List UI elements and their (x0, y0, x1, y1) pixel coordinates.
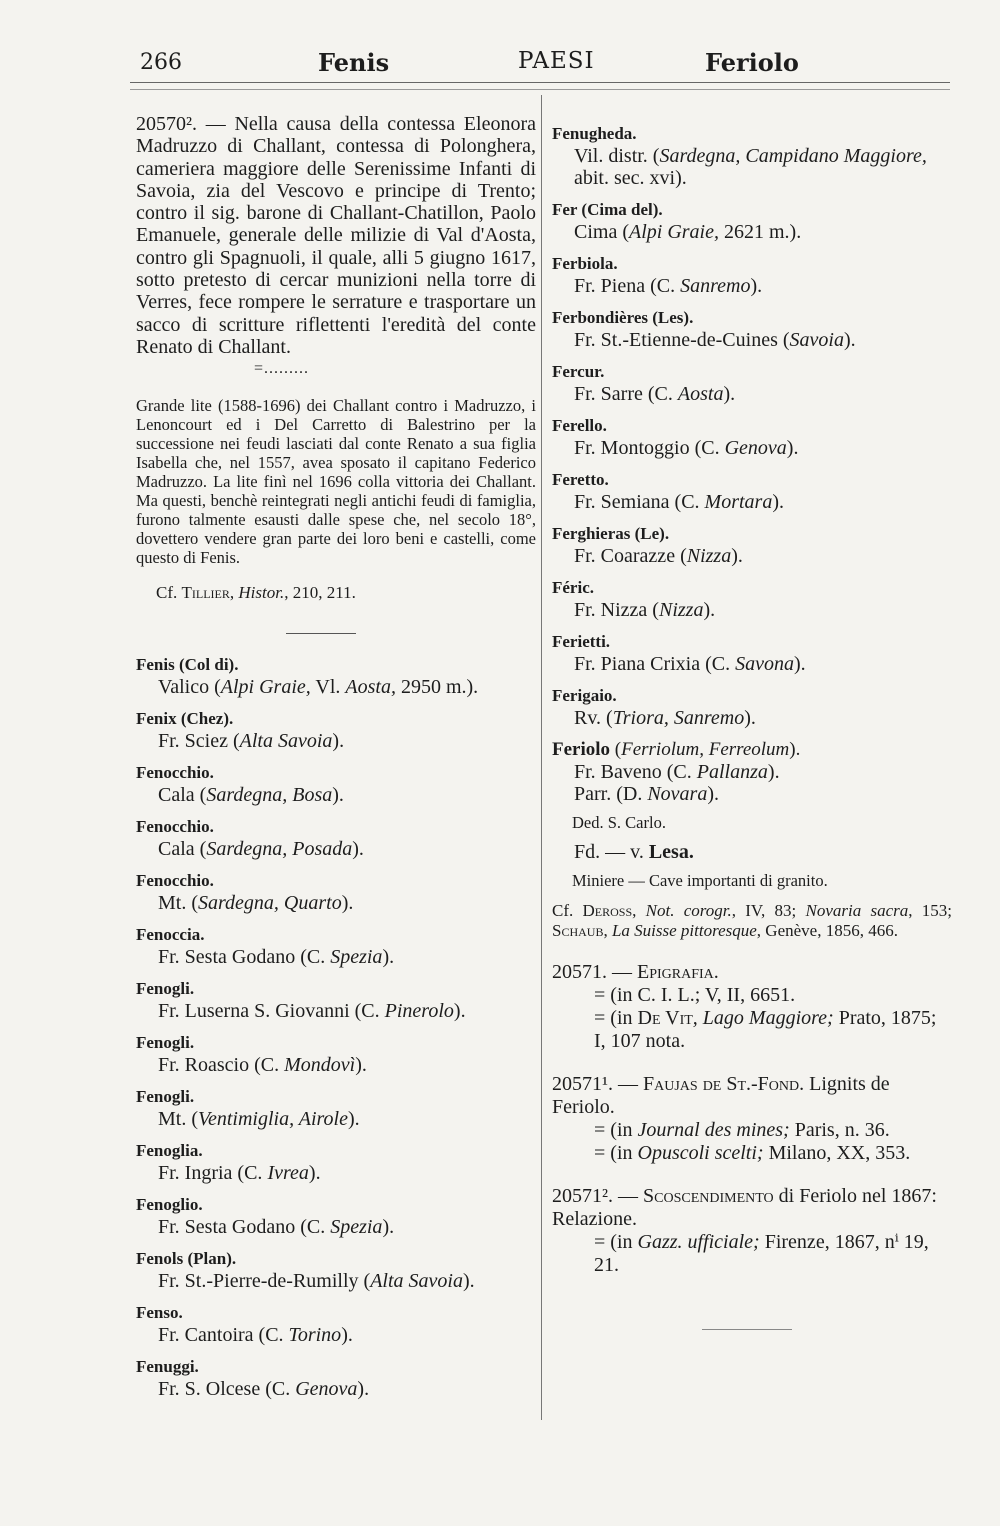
entry-body: Fr. Sesta Godano (C. Spezia). (158, 1216, 395, 1239)
entry (552, 415, 952, 459)
fd-line: Fd. — v. Lesa. (574, 841, 694, 863)
entry-head: Fenugheda. (552, 124, 637, 143)
reference-line: = (in De Vit, Lago Maggiore; Prato, 1875; I, 107 nota. (594, 1007, 937, 1052)
reference-line: = (in C. I. L.; V, II, 6651. (594, 984, 796, 1006)
main-paragraph: 20570². — Nella causa della contessa Eleonora Madruzzo di Challant, contessa di Polonghera, cameriera maggiore delle Serenissime Infanti di Savoia, zia del Vescovo e principe di Trento; contro il sig. barone di Challant-Chatillon, Paolo Emanuele, generale delle milizie di Val d'Aosta, contro gli Spagnuoli, il quale, alli 5 giugno 1617, sotto pretesto di cercar munizioni nella torre di Verres, fece rompere le serrature e trasportare un sacco di scritture riflettenti l'eredità del conte Renato di Challant. (136, 113, 536, 358)
entry-head: Fenocchio. (136, 871, 214, 891)
citation: Cf. Deross, Not. corogr., IV, 83; Novaria sacra, 153; Schaub, La Suisse pittoresque, Genève, 1856, 466. (552, 901, 952, 940)
entry (552, 469, 952, 513)
entry (552, 631, 952, 675)
separator: =......... (254, 360, 310, 378)
entry-head: Fenogli. (136, 979, 195, 999)
entry-head: Fenocchio. (136, 763, 214, 783)
left-column (136, 113, 536, 1400)
entry (136, 1194, 536, 1238)
entry-line: Parr. (D. Novara). (574, 783, 719, 805)
entry-body: Fr. Nizza (Nizza). (574, 599, 716, 621)
entry-body: Fr. Montoggio (C. Genova). (574, 437, 799, 459)
header-rule (130, 82, 950, 83)
entry-body: Cala (Sardegna, Bosa). (158, 784, 344, 807)
right-entry-list (552, 123, 952, 729)
entry-head: Fenocchio. (136, 817, 214, 837)
entry-body: Cima (Alpi Graie, 2621 m.). (574, 221, 802, 243)
entry-body: Mt. (Ventimiglia, Airole). (158, 1108, 360, 1131)
entry (552, 577, 952, 621)
header-rule-secondary (130, 89, 950, 90)
entry (136, 1356, 536, 1400)
entry-head: Fenols (Plan). (136, 1249, 237, 1269)
entry (136, 1140, 536, 1184)
page-number: 266 (140, 50, 182, 75)
dedication: Ded. S. Carlo. (572, 813, 666, 832)
reference-list (552, 961, 952, 1277)
note-paragraph: Grande lite (1588-1696) dei Challant contro i Madruzzo, i Lenoncourt ed i Del Carretto di Balestrino per la successione nei feudi lasciati dal conte Renato a sua figlia Isabella che, nel 1557, avea sposato il capitano Federico Madruzzo. La lite finì nel 1696 colla vittoria dei Challant. Ma questi, benchè reintegrati negli antichi feudi di famiglia, furono talmente esausti dalle spese che, nel secolo 18°, dovettero vendere gran parte dei loro beni e castelli, come questo di Fenis. (136, 396, 536, 568)
entry (552, 361, 952, 405)
entry (552, 307, 952, 351)
entry-body: Fr. Ingria (C. Ivrea). (158, 1162, 321, 1185)
reference-entry: 20571¹. — Faujas de St.-Fond. Lignits de Feriolo. (552, 1073, 890, 1118)
entry (552, 199, 952, 243)
entry-head: Fenuggi. (136, 1357, 199, 1377)
entry-head: Feriolo (Ferriolum, Ferreolum). (552, 739, 801, 760)
entry-body: Mt. (Sardegna, Quarto). (158, 892, 354, 915)
entry (136, 762, 536, 806)
column-divider (541, 95, 542, 1420)
entry-head: Ferbiola. (552, 254, 618, 273)
entry (552, 123, 952, 189)
entry-head: Fenogli. (136, 1033, 195, 1053)
right-running-title: Feriolo (705, 48, 799, 77)
entry-body: Fr. Piena (C. Sanremo). (574, 275, 763, 297)
entry-head: Féric. (552, 578, 594, 597)
entry-head: Ferghieras (Le). (552, 524, 670, 543)
entry (136, 1086, 536, 1130)
entry-head: Feretto. (552, 470, 609, 489)
entry (136, 816, 536, 860)
section-rule (286, 633, 356, 634)
entry-body: Fr. Roascio (C. Mondovì). (158, 1054, 367, 1077)
entry-body: Fr. Sciez (Alta Savoia). (158, 730, 345, 753)
entry (136, 1302, 536, 1346)
reference-line: = (in Journal des mines; Paris, n. 36. (594, 1119, 890, 1141)
closing-rule (702, 1329, 792, 1330)
entry (136, 978, 536, 1022)
entry-head: Ferbondières (Les). (552, 308, 694, 327)
center-running-title: PAESI (518, 48, 595, 74)
entry-head: Fenoccia. (136, 925, 205, 945)
entry (136, 924, 536, 968)
entry (552, 523, 952, 567)
entry-head: Fercur. (552, 362, 605, 381)
entry-head: Fenoglia. (136, 1141, 203, 1161)
entry-body: Fr. Semiana (C. Mortara). (574, 491, 785, 513)
entry-head: Fenis (Col di). (136, 655, 239, 675)
entry-body: Fr. St.-Etienne-de-Cuines (Savoia). (574, 329, 856, 351)
entry-body: Rv. (Triora, Sanremo). (574, 707, 756, 729)
left-running-title: Fenis (318, 48, 390, 77)
entry-body: Cala (Sardegna, Posada). (158, 838, 364, 861)
entry (136, 1248, 536, 1292)
entry-body: Fr. Sarre (C. Aosta). (574, 383, 736, 405)
citation: Cf. Tillier, Histor., 210, 211. (156, 583, 356, 603)
entry-line: Fr. Baveno (C. Pallanza). (574, 761, 780, 783)
entry-body: Fr. S. Olcese (C. Genova). (158, 1378, 370, 1401)
entry-feriolo (552, 739, 952, 941)
entry-head: Ferietti. (552, 632, 611, 651)
entry-body: Fr. Piana Crixia (C. Savona). (574, 653, 806, 675)
entry-body: Fr. Sesta Godano (C. Spezia). (158, 946, 395, 969)
entry-head: Fenogli. (136, 1087, 195, 1107)
reference-line: = (in Opuscoli scelti; Milano, XX, 353. (594, 1142, 911, 1164)
left-entry-list (136, 654, 536, 1400)
entry-body: Fr. Cantoira (C. Torino). (158, 1324, 353, 1347)
entry-body: Vil. distr. (Sardegna, Campidano Maggiore, abit. sec. xvi). (574, 145, 927, 189)
entry (136, 1032, 536, 1076)
entry-body: Valico (Alpi Graie, Vl. Aosta, 2950 m.). (158, 676, 479, 699)
entry-head: Fenix (Chez). (136, 709, 234, 729)
entry-head: Ferigaio. (552, 686, 617, 705)
entry (136, 870, 536, 914)
entry (552, 685, 952, 729)
entry-body: Fr. Coarazze (Nizza). (574, 545, 743, 567)
entry (552, 253, 952, 297)
entry-body: Fr. St.-Pierre-de-Rumilly (Alta Savoia). (158, 1270, 475, 1293)
entry-head: Fenso. (136, 1303, 183, 1323)
miniere-note: Miniere — Cave importanti di granito. (572, 871, 828, 890)
entry-body: Fr. Luserna S. Giovanni (C. Pinerolo). (158, 1000, 466, 1023)
reference-entry: 20571². — Scoscendimento di Feriolo nel 1867: Relazione. (552, 1185, 937, 1230)
entry-head: Ferello. (552, 416, 607, 435)
entry (136, 708, 536, 752)
entry (136, 654, 536, 698)
reference-entry: 20571. — Epigrafia. (552, 961, 719, 983)
right-column (552, 113, 952, 1330)
reference-line: = (in Gazz. ufficiale; Firenze, 1867, nⁱ 19, 21. (594, 1231, 929, 1276)
entry-head: Fenoglio. (136, 1195, 203, 1215)
entry-head: Fer (Cima del). (552, 200, 663, 219)
